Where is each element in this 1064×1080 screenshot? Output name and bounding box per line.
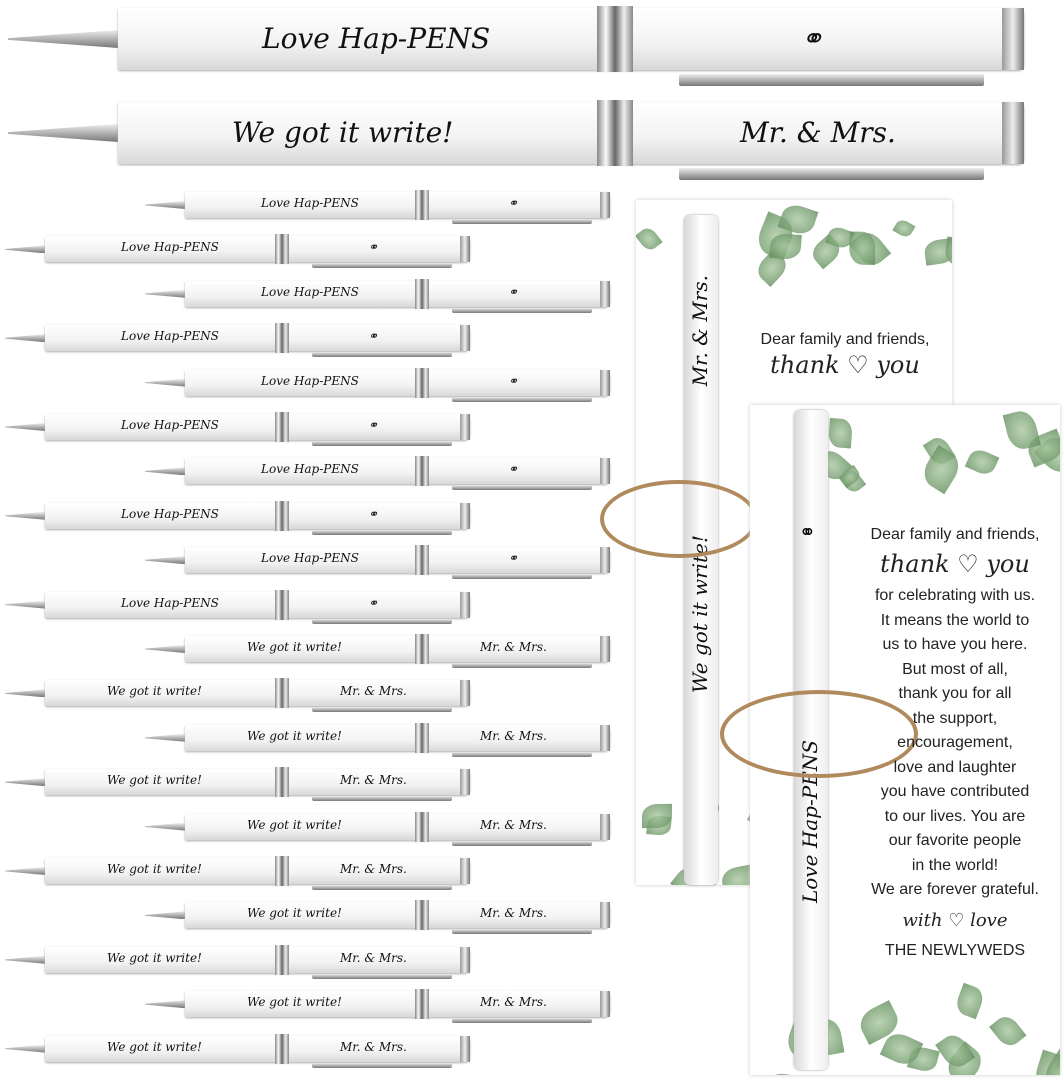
card-message-line: thank you for all	[898, 685, 1012, 702]
pen-ring	[275, 323, 289, 353]
pen-label-mrs: Mr. & Mrs.	[340, 862, 407, 876]
pen-tip	[5, 334, 45, 342]
pen-ring	[415, 989, 429, 1019]
card-message-line: in the world!	[911, 856, 999, 874]
pen-clip	[452, 929, 592, 934]
pen-cap-end	[600, 725, 610, 751]
pen-barrel	[185, 281, 610, 307]
pen-cap-end	[460, 947, 470, 973]
pen-mr-mrs	[145, 814, 610, 840]
pen-clip	[312, 707, 452, 712]
card-message-line: It means the world to	[880, 611, 1030, 629]
eucalyptus-leaf	[892, 217, 915, 239]
pen-ring	[415, 545, 429, 575]
pen-ring	[275, 767, 289, 797]
eucalyptus-leaf	[636, 225, 663, 253]
pen-ring	[275, 501, 289, 531]
double-heart-icon: ⚭	[508, 551, 519, 566]
pen-love-happens	[8, 8, 1024, 70]
pen-barrel	[45, 325, 470, 351]
pen-ring	[415, 190, 429, 220]
pen-clip	[452, 308, 592, 313]
pen-mr-mrs	[145, 636, 610, 662]
eucalyptus-leaf	[965, 447, 1000, 479]
pen-label: Love Hap-PENS	[261, 196, 359, 210]
pen-cap-end	[460, 325, 470, 351]
pen-tip	[5, 423, 45, 431]
pen-cap-end	[460, 236, 470, 262]
pen-label: Love Hap-PENS	[261, 551, 359, 566]
card-message-line: you have contributed	[880, 783, 1030, 800]
pen-ring	[275, 412, 289, 442]
pen-mr-mrs	[8, 102, 1024, 164]
pen-cap-end	[1002, 8, 1024, 70]
pen-ring	[597, 6, 633, 72]
pen-mr-mrs	[5, 769, 470, 795]
pen-barrel	[185, 370, 610, 396]
card-greeting: Dear family and friends,	[870, 526, 1040, 543]
pen-love-happens	[145, 547, 610, 573]
pen-mr-mrs	[5, 947, 470, 973]
eucalyptus-leaf	[1003, 409, 1041, 453]
pen-tip	[5, 778, 45, 786]
pen-tip	[145, 823, 185, 831]
pen-tip	[5, 245, 45, 253]
pen-clip	[312, 1063, 452, 1068]
pen-love-happens	[5, 592, 470, 618]
pen-barrel	[45, 503, 470, 529]
pen-label-mrs: Mr. & Mrs.	[480, 640, 547, 654]
pen-ring	[415, 634, 429, 664]
card-message-line: us to have you here.	[882, 636, 1028, 653]
pen-clip	[312, 352, 452, 357]
double-heart-icon: ⚭	[368, 506, 379, 521]
pen-ring	[275, 590, 289, 620]
pen-clip	[452, 397, 592, 402]
eucalyptus-leaf	[769, 233, 802, 260]
pen-label-mrs: Mr. & Mrs.	[480, 728, 547, 743]
pen-tip	[145, 911, 185, 919]
card-message-line: We are forever grateful.	[871, 881, 1039, 898]
pen-cap-end	[600, 991, 610, 1017]
pen-ring	[275, 1034, 289, 1064]
pen-label-mrs: Mr. & Mrs.	[340, 1039, 407, 1054]
pen-label-mrs: Mr. & Mrs.	[480, 995, 547, 1010]
eucalyptus-leaf	[828, 418, 853, 448]
pen-mr-mrs	[5, 858, 470, 884]
pen-tip	[5, 689, 45, 697]
eucalyptus-leaf	[918, 445, 965, 495]
double-heart-icon: ⚭	[508, 196, 519, 210]
pen-label-mrs: Mr. & Mrs.	[340, 773, 407, 788]
pen-clip	[312, 974, 452, 979]
pen-tip	[145, 201, 185, 209]
pen-label-mrs: Mr. & Mrs.	[740, 116, 896, 149]
pen-love-happens	[145, 458, 610, 484]
pen-clip	[452, 663, 592, 668]
pen-cap-end	[600, 636, 610, 662]
pen-label: We got it write!	[232, 116, 454, 149]
card-message-line: encouragement,	[897, 734, 1013, 751]
pen-clip	[312, 530, 452, 535]
pen-tip	[145, 734, 185, 742]
pen-label-mrs: Mr. & Mrs.	[688, 275, 712, 387]
pen-cap-end	[600, 370, 610, 396]
pen-clip	[452, 219, 592, 224]
pen-cap-end	[600, 281, 610, 307]
pen-cap-end	[600, 458, 610, 484]
pen-label-love: Love Hap-PENS	[798, 740, 822, 903]
pen-tip	[145, 556, 185, 564]
pen-tip	[8, 124, 118, 142]
pen-love-happens	[145, 370, 610, 396]
pen-mr-mrs	[145, 902, 610, 928]
pen-love-happens	[5, 414, 470, 440]
pen-cap-end	[460, 1036, 470, 1062]
pen-tip	[145, 645, 185, 653]
pen-clip	[452, 574, 592, 579]
pen-label-write: We got it write!	[688, 535, 712, 694]
pen-cap-end	[600, 814, 610, 840]
pen-ring	[275, 678, 289, 708]
double-heart-icon: ⚭	[508, 373, 519, 388]
pen-label-mrs: Mr. & Mrs.	[340, 950, 407, 965]
pen-label: Love Hap-PENS	[121, 506, 219, 521]
pen-label: We got it write!	[247, 728, 342, 743]
pen-clip	[452, 1018, 592, 1023]
pen-label: We got it write!	[247, 640, 342, 654]
pen-clip	[312, 441, 452, 446]
pen-label-mrs: Mr. & Mrs.	[480, 817, 547, 832]
pen-ring	[415, 456, 429, 486]
card-thanks: thank ♡ you	[880, 549, 1030, 578]
pen-cap-end	[460, 858, 470, 884]
pen-ring	[415, 723, 429, 753]
double-heart-icon: ⚭	[368, 418, 379, 432]
card-message-line: But most of all,	[902, 660, 1008, 678]
pen-barrel	[185, 458, 610, 484]
pen-tip	[5, 956, 45, 964]
eucalyptus-leaf	[761, 1071, 805, 1075]
pen-mr-mrs	[5, 1036, 470, 1062]
double-heart-icon: ⚭	[799, 522, 816, 544]
pen-tip	[5, 1045, 45, 1053]
pen-label: Love Hap-PENS	[121, 240, 219, 255]
pen-love-happens	[145, 192, 610, 218]
twine-bow	[600, 480, 758, 558]
pen-clip	[452, 485, 592, 490]
pen-label: We got it write!	[107, 684, 202, 699]
double-heart-icon: ⚭	[368, 595, 379, 610]
pen-label-mrs: Mr. & Mrs.	[340, 684, 407, 699]
pen-label: We got it write!	[107, 1039, 202, 1054]
eucalyptus-leaf	[989, 1012, 1026, 1050]
pen-label: Love Hap-PENS	[261, 373, 359, 388]
pen-label: We got it write!	[247, 906, 342, 921]
pen-love-happens	[145, 281, 610, 307]
pen-clip	[312, 796, 452, 801]
double-heart-icon: ⚭	[368, 240, 379, 255]
double-heart-icon: ⚭	[508, 462, 519, 477]
pen-barrel	[45, 236, 470, 262]
pen-clip	[312, 885, 452, 890]
pen-label: Love Hap-PENS	[261, 462, 359, 477]
pen-ring	[275, 945, 289, 975]
pen-cap-end	[600, 547, 610, 573]
card-message-line: our favorite people	[888, 832, 1022, 849]
pen-label: Love Hap-PENS	[262, 22, 491, 55]
pen-tip	[5, 512, 45, 520]
pen-label: We got it write!	[247, 995, 342, 1010]
pen-clip	[452, 841, 592, 846]
pen-love-happens	[5, 325, 470, 351]
card-greeting: Dear family and friends,	[760, 331, 930, 348]
pen-clip	[312, 263, 452, 268]
pen-cap-end	[460, 414, 470, 440]
pen-tip	[145, 1000, 185, 1008]
pen-cap-end	[460, 592, 470, 618]
pen-tip	[145, 379, 185, 387]
card-message-line: love and laughter	[893, 758, 1017, 776]
pen-label: Love Hap-PENS	[121, 418, 219, 432]
pen-love-happens	[5, 503, 470, 529]
card-signature: THE NEWLYWEDS	[884, 942, 1026, 959]
pen-ring	[275, 234, 289, 264]
pen-tip	[145, 290, 185, 298]
card-thanks: thank ♡ you	[770, 350, 920, 379]
double-heart-icon: ⚭	[800, 22, 824, 55]
pen-label: We got it write!	[107, 862, 202, 876]
pen-cap-end	[1002, 102, 1024, 164]
pen-barrel	[45, 592, 470, 618]
card-message-line: for celebrating with us.	[874, 587, 1036, 604]
pen-cap-end	[460, 769, 470, 795]
card-message-line: to our lives. You are	[884, 807, 1026, 825]
pen-ring	[415, 900, 429, 930]
pen-ring	[597, 100, 633, 166]
pen-love-happens	[5, 236, 470, 262]
pen-barrel	[185, 192, 610, 218]
pen-ring	[415, 368, 429, 398]
pen-label: Love Hap-PENS	[121, 329, 219, 344]
pen-tip	[8, 30, 118, 48]
pen-mr-mrs	[5, 680, 470, 706]
card-message-line: the support,	[912, 709, 998, 727]
pen-label-mrs: Mr. & Mrs.	[480, 906, 547, 921]
pen-ring	[415, 279, 429, 309]
pen-clip	[679, 74, 984, 86]
pen-label: Love Hap-PENS	[261, 284, 359, 299]
pen-ring	[275, 856, 289, 886]
pen-cap-end	[600, 902, 610, 928]
pen-mr-mrs	[145, 725, 610, 751]
pen-clip	[679, 168, 984, 180]
pen-ring	[415, 812, 429, 842]
pen-tip	[5, 601, 45, 609]
pen-label: Love Hap-PENS	[121, 595, 219, 610]
pen-mr-mrs	[145, 991, 610, 1017]
pen-tip	[145, 467, 185, 475]
eucalyptus-leaf	[954, 982, 987, 1018]
pen-clip	[452, 752, 592, 757]
pen-clip	[312, 619, 452, 624]
pen-label: We got it write!	[107, 950, 202, 965]
pen-barrel	[45, 414, 470, 440]
double-heart-icon: ⚭	[508, 284, 519, 299]
card-closing: with ♡ love	[902, 909, 1008, 931]
pen-label: We got it write!	[107, 773, 202, 788]
pen-label: We got it write!	[247, 817, 342, 832]
pen-barrel	[185, 547, 610, 573]
pen-barrel	[118, 8, 1024, 70]
pen-cap-end	[460, 503, 470, 529]
pen-cap-end	[600, 192, 610, 218]
double-heart-icon: ⚭	[368, 329, 379, 344]
pen-tip	[5, 867, 45, 875]
pen-cap-end	[460, 680, 470, 706]
card-message	[850, 584, 1060, 903]
